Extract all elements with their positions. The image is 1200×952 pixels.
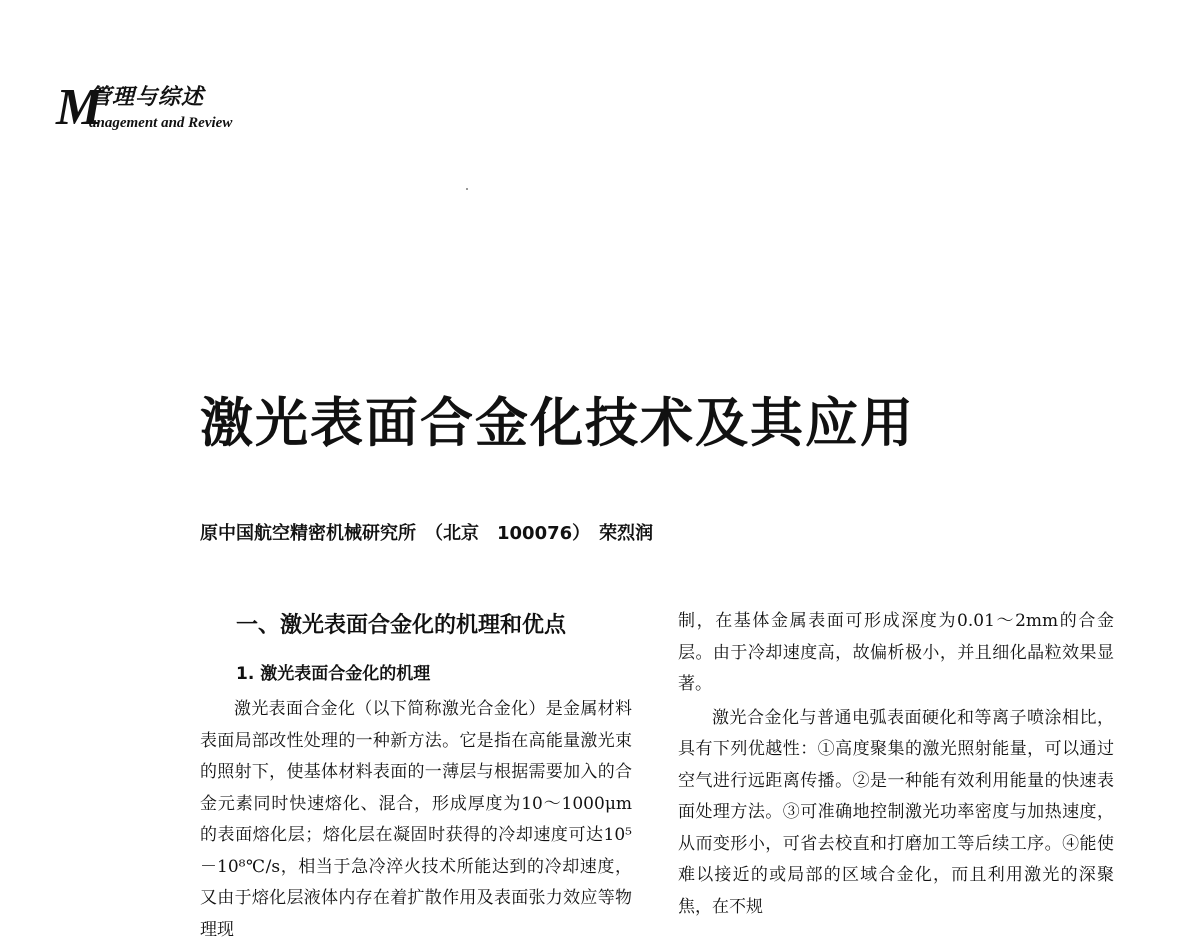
section-heading: 一、激光表面合金化的机理和优点 (236, 613, 567, 638)
right-column (678, 606, 1114, 923)
subsection-heading: 1. 激光表面合金化的机理 (236, 664, 431, 684)
logo-letter: M (56, 79, 103, 136)
article-title: 激光表面合金化技术及其应用 (200, 392, 915, 454)
left-column (200, 606, 632, 946)
section-name-english: anagement and Review (89, 115, 233, 131)
body-paragraph: 激光表面合金化（以下简称激光合金化）是金属材料表面局部改性处理的一种新方法。它是指在高能量激光束的照射下，使基体材料表面的一薄层与根据需要加入的合金元素同时快速熔化、混合，形成厚度为10～1000μm的表面熔化层；熔化层在凝固时获得的冷却速度可达10⁵－10⁸℃/s，相当于急冷淬火技术所能达到的冷却速度，又由于熔化层液体内存在着扩散作用及表面张力效应等物理现 (200, 699, 632, 940)
body-paragraph-continued: 制，在基体金属表面可形成深度为0.01～2mm的合金层。由于冷却速度高，故偏析极小，并且细化晶粒效果显著。 (678, 611, 1114, 694)
body-paragraph-advantages: 激光合金化与普通电弧表面硬化和等离子喷涂相比，具有下列优越性：①高度聚集的激光照射能量，可以通过空气进行远距离传播。②是一种能有效利用能量的快速表面处理方法。③可准确地控制激光功率密度与加热速度，从而变形小，可省去校直和打磨加工等后续工序。④能使难以接近的或局部的区域合金化，而且利用激光的深聚焦，在不规 (678, 707, 1114, 917)
section-name-chinese: 管理与综述 (89, 84, 205, 110)
journal-section-logo (56, 79, 316, 142)
author-affiliation: 原中国航空精密机械研究所 （北京 100076） 荣烈润 (200, 523, 654, 544)
scan-speck (466, 188, 468, 190)
